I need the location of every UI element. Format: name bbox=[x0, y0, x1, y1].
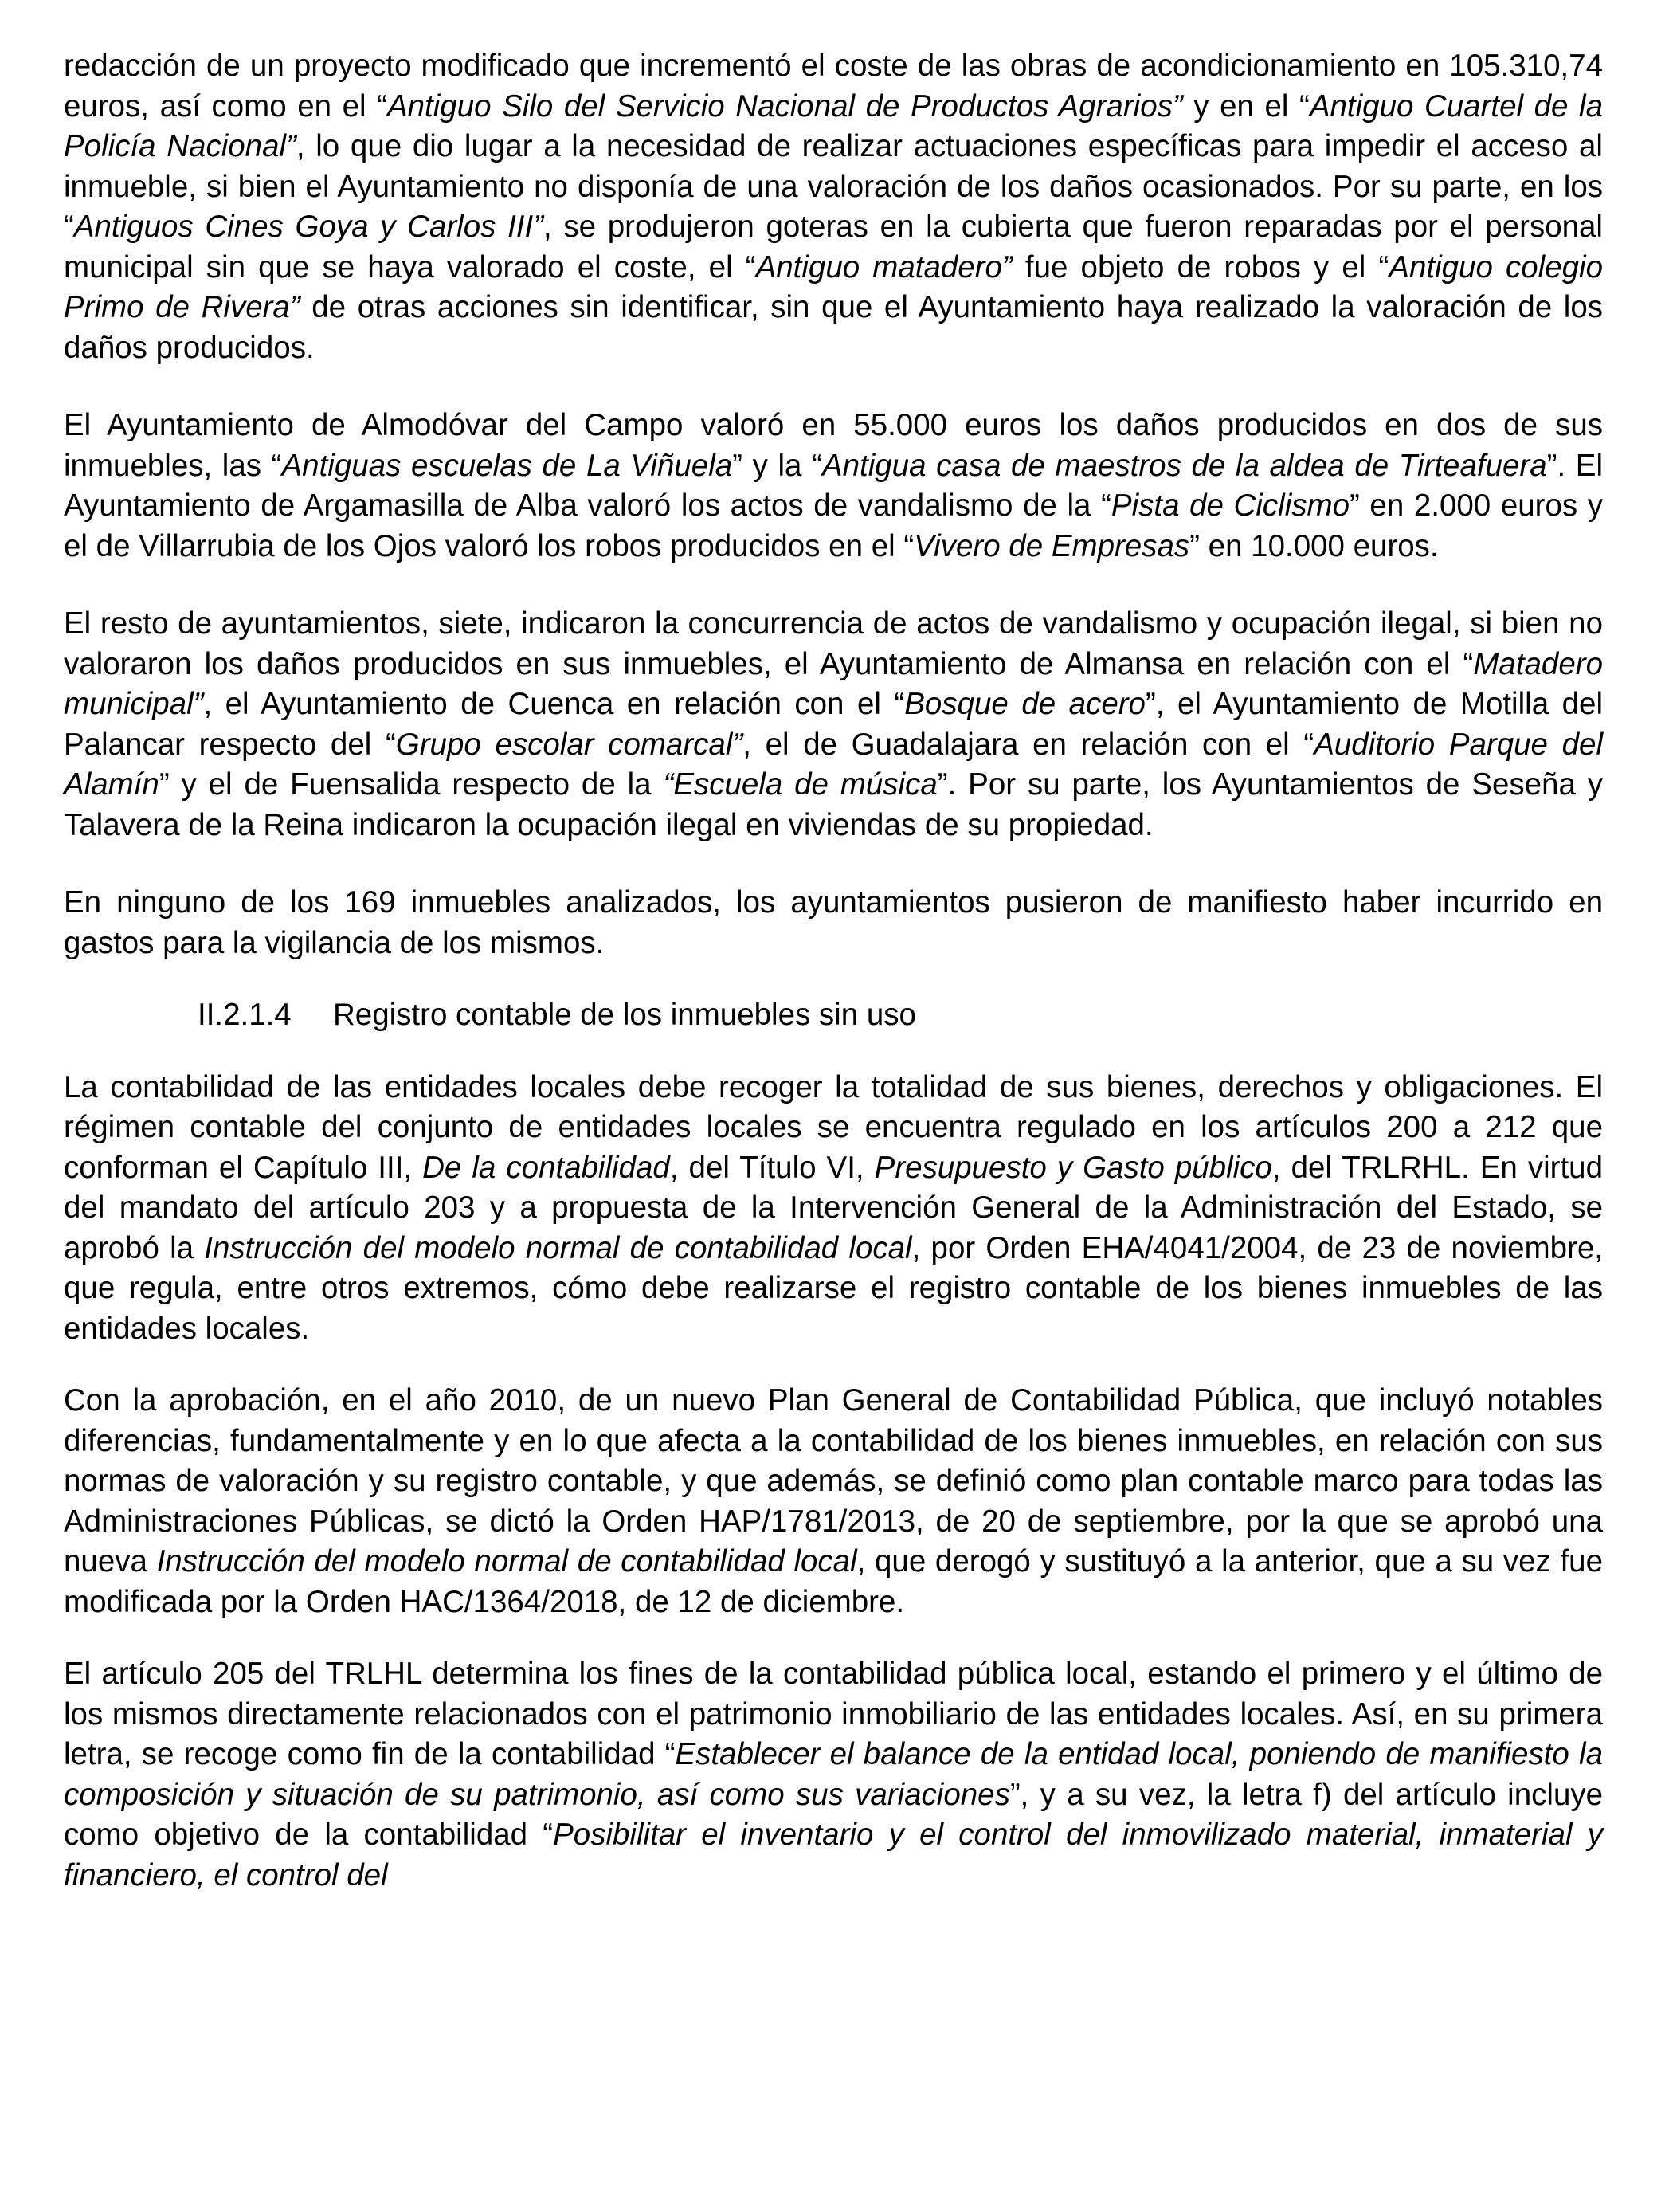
paragraph bbox=[64, 406, 1603, 567]
text-run: ”, el Ayuntamiento de Motilla del Palancar respecto del “ bbox=[64, 687, 1604, 762]
text-run: El Ayuntamiento de Almodóvar del Campo valoró en 55.000 euros los daños producidos en dos de sus inmuebles, las “ bbox=[64, 408, 1603, 483]
italic-text: Vivero de Empresas bbox=[914, 528, 1190, 563]
italic-text: Antiguas escuelas de La Viñuela bbox=[281, 448, 733, 483]
italic-text: Antiguo colegio Primo de Rivera” bbox=[64, 249, 1603, 324]
text-run: , el de Guadalajara en relación con el “ bbox=[742, 727, 1314, 762]
italic-text: Presupuesto y Gasto público bbox=[874, 1150, 1272, 1185]
text-run: La contabilidad de las entidades locales debe recoger la totalidad de sus bienes, derechos y obligaciones. El régimen contable del conjunto de entidades locales se encuentra regulado en los artículos 200 a 212 que conforman el Capítulo III, bbox=[64, 1069, 1603, 1185]
text-run: ” y la “ bbox=[732, 448, 822, 483]
text-run: ”. El Ayuntamiento de Argamasilla de Alba valoró los actos de vandalismo de la “ bbox=[64, 448, 1604, 523]
paragraph bbox=[64, 1381, 1603, 1622]
italic-text: Antigua casa de maestros de la aldea de Tirteafuera bbox=[821, 448, 1547, 483]
text-run: , por Orden EHA/4041/2004, de 23 de noviembre, que regula, entre otros extremos, cómo debe realizarse el registro contable de los bienes inmuebles de las entidades locales. bbox=[64, 1230, 1603, 1346]
italic-text: Grupo escolar comarcal” bbox=[395, 727, 743, 762]
text-run: ”, y a su vez, la letra f) del artículo incluye como objetivo de la contabilidad “ bbox=[64, 1777, 1604, 1852]
paragraph bbox=[64, 46, 1603, 368]
text-run: ” en 10.000 euros. bbox=[1189, 528, 1439, 563]
section-number: II.2.1.4 bbox=[198, 998, 292, 1032]
text-run: , el Ayuntamiento de Cuenca en relación con el “ bbox=[203, 687, 905, 721]
text-run: ” y el de Fuensalida respecto de la bbox=[159, 767, 664, 802]
text-run: ”. Por su parte, los Ayuntamientos de Seseña y Talavera de la Reina indicaron la ocupación ilegal en viviendas de su propiedad. bbox=[64, 767, 1604, 842]
text-run: , lo que dio lugar a la necesidad de realizar actuaciones específicas para impedir el acceso al inmueble, si bien el Ayuntamiento no disponía de una valoración de los daños ocasionados. Por su parte, en los “ bbox=[64, 129, 1603, 244]
italic-text: Matadero municipal” bbox=[64, 646, 1603, 721]
paragraph bbox=[64, 1068, 1603, 1350]
text-run: y en el “ bbox=[1182, 88, 1310, 124]
section-heading bbox=[198, 995, 1603, 1036]
italic-text: Antiguo Cuartel de la Policía Nacional” bbox=[64, 88, 1603, 163]
section-title: Registro contable de los inmuebles sin uso bbox=[333, 998, 916, 1032]
italic-text: De la contabilidad bbox=[422, 1150, 670, 1185]
italic-text: Antiguos Cines Goya y Carlos III” bbox=[73, 210, 543, 244]
paragraph bbox=[64, 883, 1603, 963]
italic-text: Bosque de acero bbox=[904, 687, 1146, 721]
paragraph bbox=[64, 604, 1603, 845]
italic-text: “Escuela de música bbox=[663, 767, 938, 802]
italic-text: Pista de Ciclismo bbox=[1111, 488, 1350, 523]
italic-text: Antiguo matadero” bbox=[755, 249, 1013, 284]
text-run: El artículo 205 del TRLHL determina los fines de la contabilidad pública local, estando el primero y el último de los mismos directamente relacionados con el patrimonio inmobiliario de las entidades locales. Así, en su primera letra, se recoge como fin de la contabilidad “ bbox=[64, 1657, 1603, 1771]
text-run: de otras acciones sin identificar, sin que el Ayuntamiento haya realizado la valoración de los daños producidos. bbox=[64, 290, 1603, 365]
italic-text: Instrucción del modelo normal de contabilidad local bbox=[204, 1230, 912, 1265]
text-run: ” en 2.000 euros y el de Villarrubia de los Ojos valoró los robos producidos en el “ bbox=[64, 488, 1603, 563]
italic-text: Antiguo Silo del Servicio Nacional de Productos Agrarios” bbox=[386, 88, 1183, 124]
text-run: fue objeto de robos y el “ bbox=[1012, 249, 1389, 284]
text-run: En ninguno de los 169 inmuebles analizados, los ayuntamientos pusieron de manifiesto haber incurrido en gastos para la vigilancia de los mismos. bbox=[64, 885, 1603, 960]
text-run: , que derogó y sustituyó a la anterior, que a su vez fue modificada por la Orden HAC/1364/2018, de 12 de diciembre. bbox=[64, 1544, 1603, 1619]
text-run: El resto de ayuntamientos, siete, indicaron la concurrencia de actos de vandalismo y ocupación ilegal, si bien no valoraron los daños producidos en sus inmuebles, el Ayuntamiento de Almansa en relación con el “ bbox=[64, 606, 1603, 681]
italic-text: Posibilitar el inventario y el control del inmovilizado material, inmaterial y financiero, el control del bbox=[64, 1818, 1603, 1892]
document-page bbox=[64, 46, 1603, 1896]
italic-text: Instrucción del modelo normal de contabilidad local bbox=[156, 1544, 857, 1579]
italic-text: Auditorio Parque del Alamín bbox=[64, 727, 1604, 802]
text-run: , del Título VI, bbox=[669, 1150, 875, 1185]
paragraph bbox=[64, 1654, 1603, 1896]
italic-text: Establecer el balance de la entidad local, poniendo de manifiesto la composición y situación de su patrimonio, así como sus variaciones bbox=[64, 1737, 1603, 1812]
text-run: redacción de un proyecto modificado que incrementó el coste de las obras de acondicionamiento en 105.310,74 euros, así como en el “ bbox=[64, 49, 1603, 124]
text-run: Con la aprobación, en el año 2010, de un nuevo Plan General de Contabilidad Pública, que incluyó notables diferencias, fundamentalmente y en lo que afecta a la contabilidad de los bienes inmuebles, en relación con sus normas de valoración y su registro contable, y que además, se definió como plan contable marco para todas las Administraciones Públicas, se dictó la Orden HAP/1781/2013, de 20 de septiembre, por la que se aprobó una nueva bbox=[64, 1383, 1603, 1579]
text-run: , del TRLRHL. En virtud del mandato del artículo 203 y a propuesta de la Intervención General de la Administración del Estado, se aprobó la bbox=[64, 1150, 1603, 1265]
text-run: , se produjeron goteras en la cubierta que fueron reparadas por el personal municipal sin que se haya valorado el coste, el “ bbox=[64, 210, 1603, 284]
